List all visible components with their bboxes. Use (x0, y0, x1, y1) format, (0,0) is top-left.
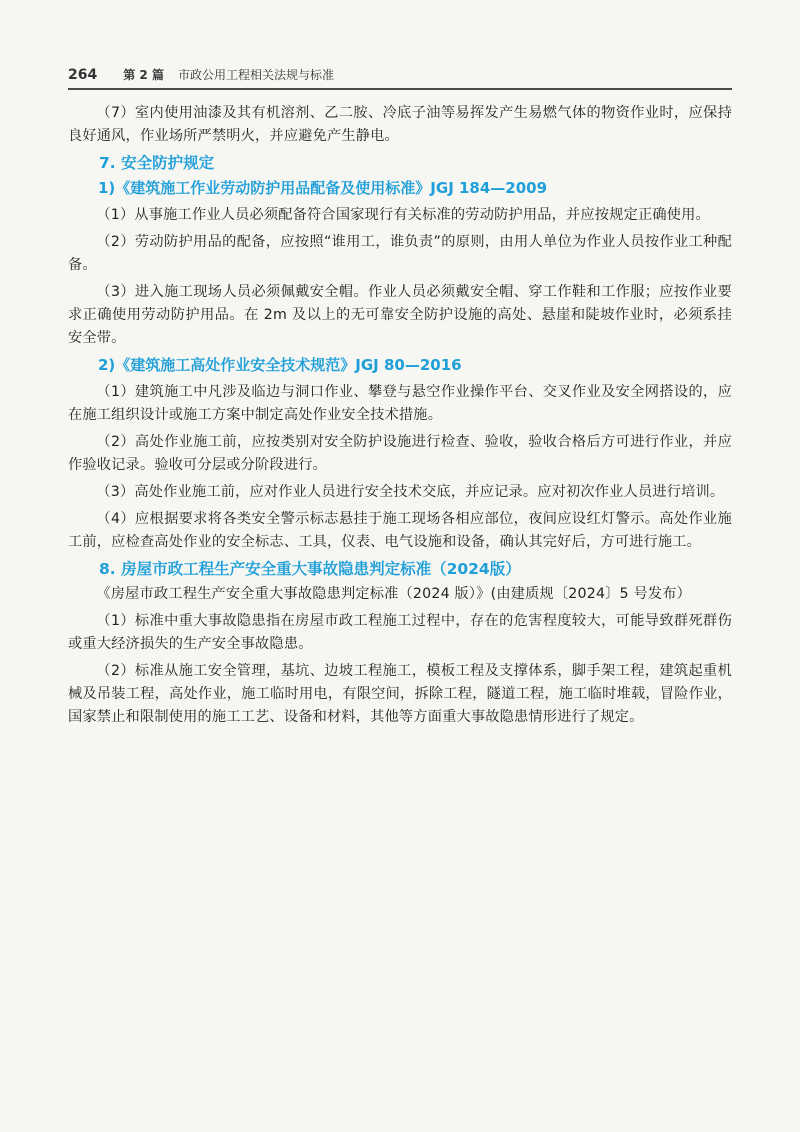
running-title: 市政公用工程相关法规与标准 (177, 68, 334, 82)
paragraph-item-7-continued: （7）室内使用油漆及其有机溶剂、乙二胺、冷底子油等易挥发产生易燃气体的物资作业时，应保持良好通风，作业场所严禁明火，并应避免产生静电。 (68, 105, 732, 144)
paragraph-7-2-item-1: （1）建筑施工中凡涉及临边与洞口作业、攀登与悬空作业操作平台、交叉作业及安全网搭设的，应在施工组织设计或施工方案中制定高处作业安全技术措施。 (68, 384, 732, 423)
section-7-heading: 7. 安全防护规定 (99, 154, 215, 172)
paragraph-8-item-2: （2）标准从施工安全管理，基坑、边坡工程施工，模板工程及支撑体系，脚手架工程，建筑起重机械及吊装工程，高处作业，施工临时用电，有限空间，拆除工程，隧道工程，施工临时堆载，冒险作业，国家禁止和限制使用的施工工艺、设备和材料，其他等方面重大事故隐患情形进行了规定。 (68, 663, 732, 725)
paragraph-8-intro: 《房屋市政工程生产安全重大事故隐患判定标准（2024 版）》(由建质规〔2024〕5 号发布） (96, 586, 692, 602)
paragraph-8-item-1: （1）标准中重大事故隐患指在房屋市政工程施工过程中，存在的危害程度较大，可能导致群死群伤或重大经济损失的生产安全事故隐患。 (68, 613, 732, 652)
paragraph-7-2-item-3: （3）高处作业施工前，应对作业人员进行安全技术交底，并应记录。应对初次作业人员进行培训。 (96, 484, 725, 500)
subsection-7-1-heading: 1)《建筑施工作业劳动防护用品配备及使用标准》JGJ 184—2009 (98, 179, 548, 197)
paragraph-7-2-item-4: （4）应根据要求将各类安全警示标志悬挂于施工现场各相应部位，夜间应设红灯警示。高处作业施工前，应检查高处作业的安全标志、工具，仪表、电气设施和设备，确认其完好后，方可进行施工。 (68, 511, 732, 550)
page-number: 264 (68, 67, 98, 83)
part-label: 第 2 篇 (123, 68, 164, 82)
page-header (68, 66, 732, 90)
paragraph-7-1-item-3: （3）进入施工现场人员必须佩戴安全帽。作业人员必须戴安全帽、穿工作鞋和工作服；应按作业要求正确使用劳动防护用品。在 2m 及以上的无可靠安全防护设施的高处、悬崖和陡坡作业时，必须系挂安全带。 (68, 284, 732, 346)
paragraph-7-1-item-2: （2）劳动防护用品的配备，应按照“谁用工，谁负责”的原则，由用人单位为作业人员按作业工种配备。 (68, 234, 732, 273)
paragraph-7-2-item-2: （2）高处作业施工前，应按类别对安全防护设施进行检查、验收，验收合格后方可进行作业，并应作验收记录。验收可分层或分阶段进行。 (68, 434, 732, 473)
paragraph-7-1-item-1: （1）从事施工作业人员必须配备符合国家现行有关标准的劳动防护用品，并应按规定正确使用。 (96, 207, 710, 223)
subsection-7-2-heading: 2)《建筑施工高处作业安全技术规范》JGJ 80—2016 (98, 356, 462, 374)
page-body (68, 102, 732, 733)
section-8-heading: 8. 房屋市政工程生产安全重大事故隐患判定标准（2024版） (99, 560, 521, 578)
